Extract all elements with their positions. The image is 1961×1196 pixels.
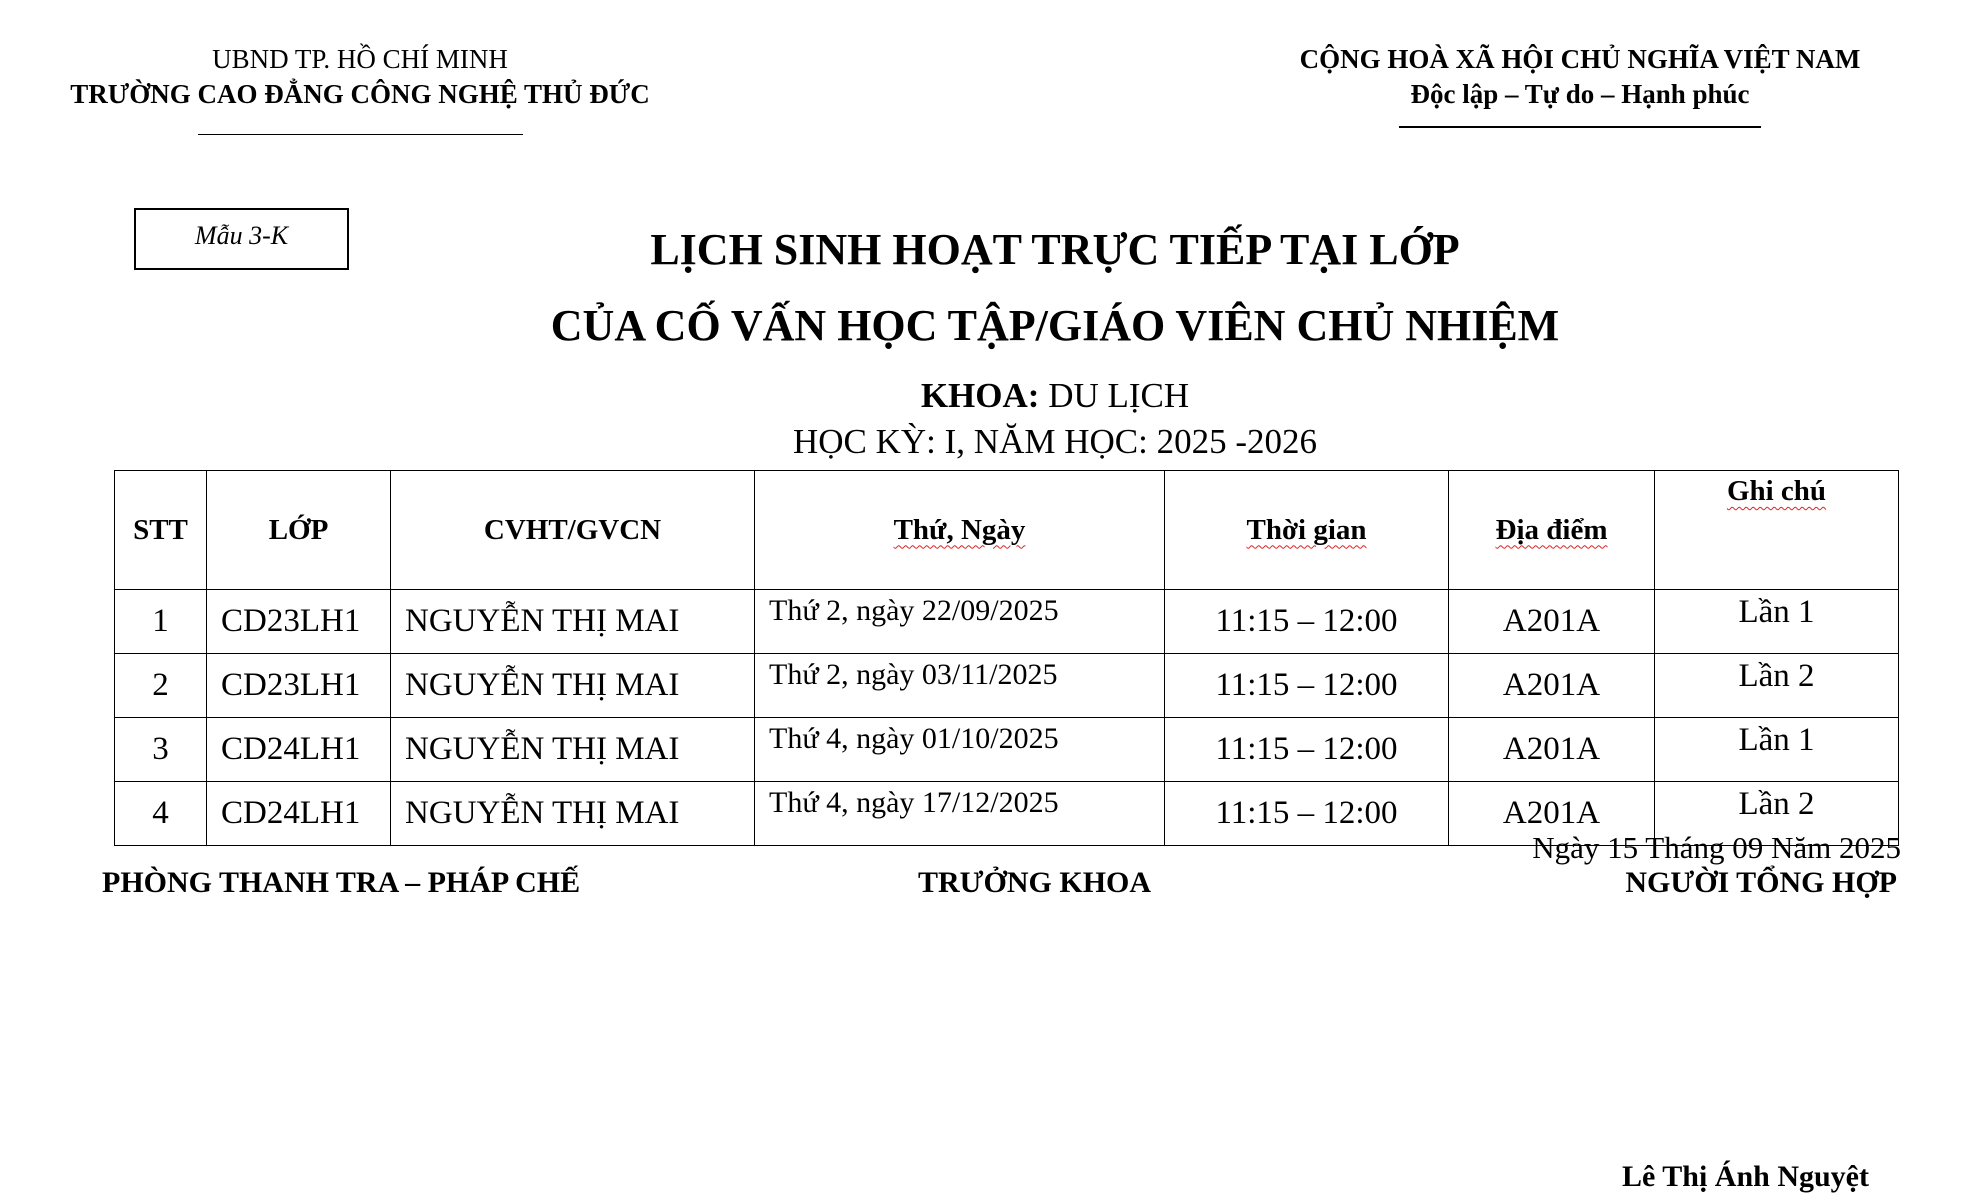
cell-class: CD23LH1 [207,590,391,654]
header-note-label: Ghi chú [1726,475,1827,507]
document-title-line1: LỊCH SINH HOẠT TRỰC TIẾP TẠI LỚP [650,225,1460,274]
cell-stt: 3 [115,718,207,782]
cell-note: Lần 1 [1655,718,1899,782]
cell-class: CD24LH1 [207,782,391,846]
header-note [1655,471,1899,590]
header-time-label: Thời gian [1246,513,1367,546]
cell-advisor: NGUYỄN THỊ MAI [391,782,755,846]
national-motto-block [1220,42,1940,128]
cell-stt: 4 [115,782,207,846]
signature-inspection-office: PHÒNG THANH TRA – PHÁP CHẾ [102,866,581,899]
cell-date: Thứ 4, ngày 01/10/2025 [755,718,1165,782]
authority-divider [198,134,523,135]
document-title-line2: CỦA CỐ VẤN HỌC TẬP/GIÁO VIÊN CHỦ NHIỆM [550,301,1560,350]
header-time [1165,471,1449,590]
term-line: HỌC KỲ: I, NĂM HỌC: 2025 -2026 [792,422,1318,461]
signature-dean: TRƯỞNG KHOA [918,866,1152,899]
table-header-row [115,471,1899,590]
cell-date: Thứ 4, ngày 17/12/2025 [755,782,1165,846]
cell-note: Lần 2 [1655,782,1899,846]
table-row [115,718,1899,782]
cell-time: 11:15 – 12:00 [1165,782,1449,846]
cell-location: A201A [1449,782,1655,846]
cell-date: Thứ 2, ngày 22/09/2025 [755,590,1165,654]
header-class: LỚP [207,471,391,590]
cell-location: A201A [1449,718,1655,782]
department-line [0,376,1961,416]
cell-advisor: NGUYỄN THỊ MAI [391,718,755,782]
cell-time: 11:15 – 12:00 [1165,590,1449,654]
cell-time: 11:15 – 12:00 [1165,718,1449,782]
cell-advisor: NGUYỄN THỊ MAI [391,654,755,718]
country-name: CỘNG HOÀ XÃ HỘI CHỦ NGHĨA VIỆT NAM [1299,44,1861,74]
issuing-authority-block [40,42,680,135]
cell-class: CD24LH1 [207,718,391,782]
school-name: TRƯỜNG CAO ĐẲNG CÔNG NGHỆ THỦ ĐỨC [70,79,650,109]
cell-time: 11:15 – 12:00 [1165,654,1449,718]
header-date [755,471,1165,590]
table-row [115,654,1899,718]
motto-divider [1399,126,1761,128]
cell-location: A201A [1449,590,1655,654]
department-label: KHOA: [920,376,1040,415]
department-value: DU LỊCH [1048,376,1190,415]
table-row [115,590,1899,654]
issue-date-line: Ngày 15 Tháng 09 Năm 2025 [1532,830,1901,865]
cell-date: Thứ 2, ngày 03/11/2025 [755,654,1165,718]
cell-stt: 1 [115,590,207,654]
city-committee-name: UBND TP. HỒ CHÍ MINH [212,44,508,74]
schedule-table [114,470,1899,846]
cell-advisor: NGUYỄN THỊ MAI [391,590,755,654]
form-code: Mẫu 3-K [194,221,289,250]
header-location [1449,471,1655,590]
cell-note: Lần 2 [1655,654,1899,718]
cell-location: A201A [1449,654,1655,718]
header-stt: STT [115,471,207,590]
header-location-label: Địa điểm [1495,513,1608,546]
cell-note: Lần 1 [1655,590,1899,654]
header-advisor: CVHT/GVCN [391,471,755,590]
national-motto: Độc lập – Tự do – Hạnh phúc [1410,79,1750,109]
cell-stt: 2 [115,654,207,718]
header-date-label: Thứ, Ngày [893,513,1026,546]
compiler-name: Lê Thị Ánh Nguyệt [1621,1160,1869,1193]
cell-class: CD23LH1 [207,654,391,718]
signature-compiler: NGƯỜI TỔNG HỢP [1625,866,1897,899]
